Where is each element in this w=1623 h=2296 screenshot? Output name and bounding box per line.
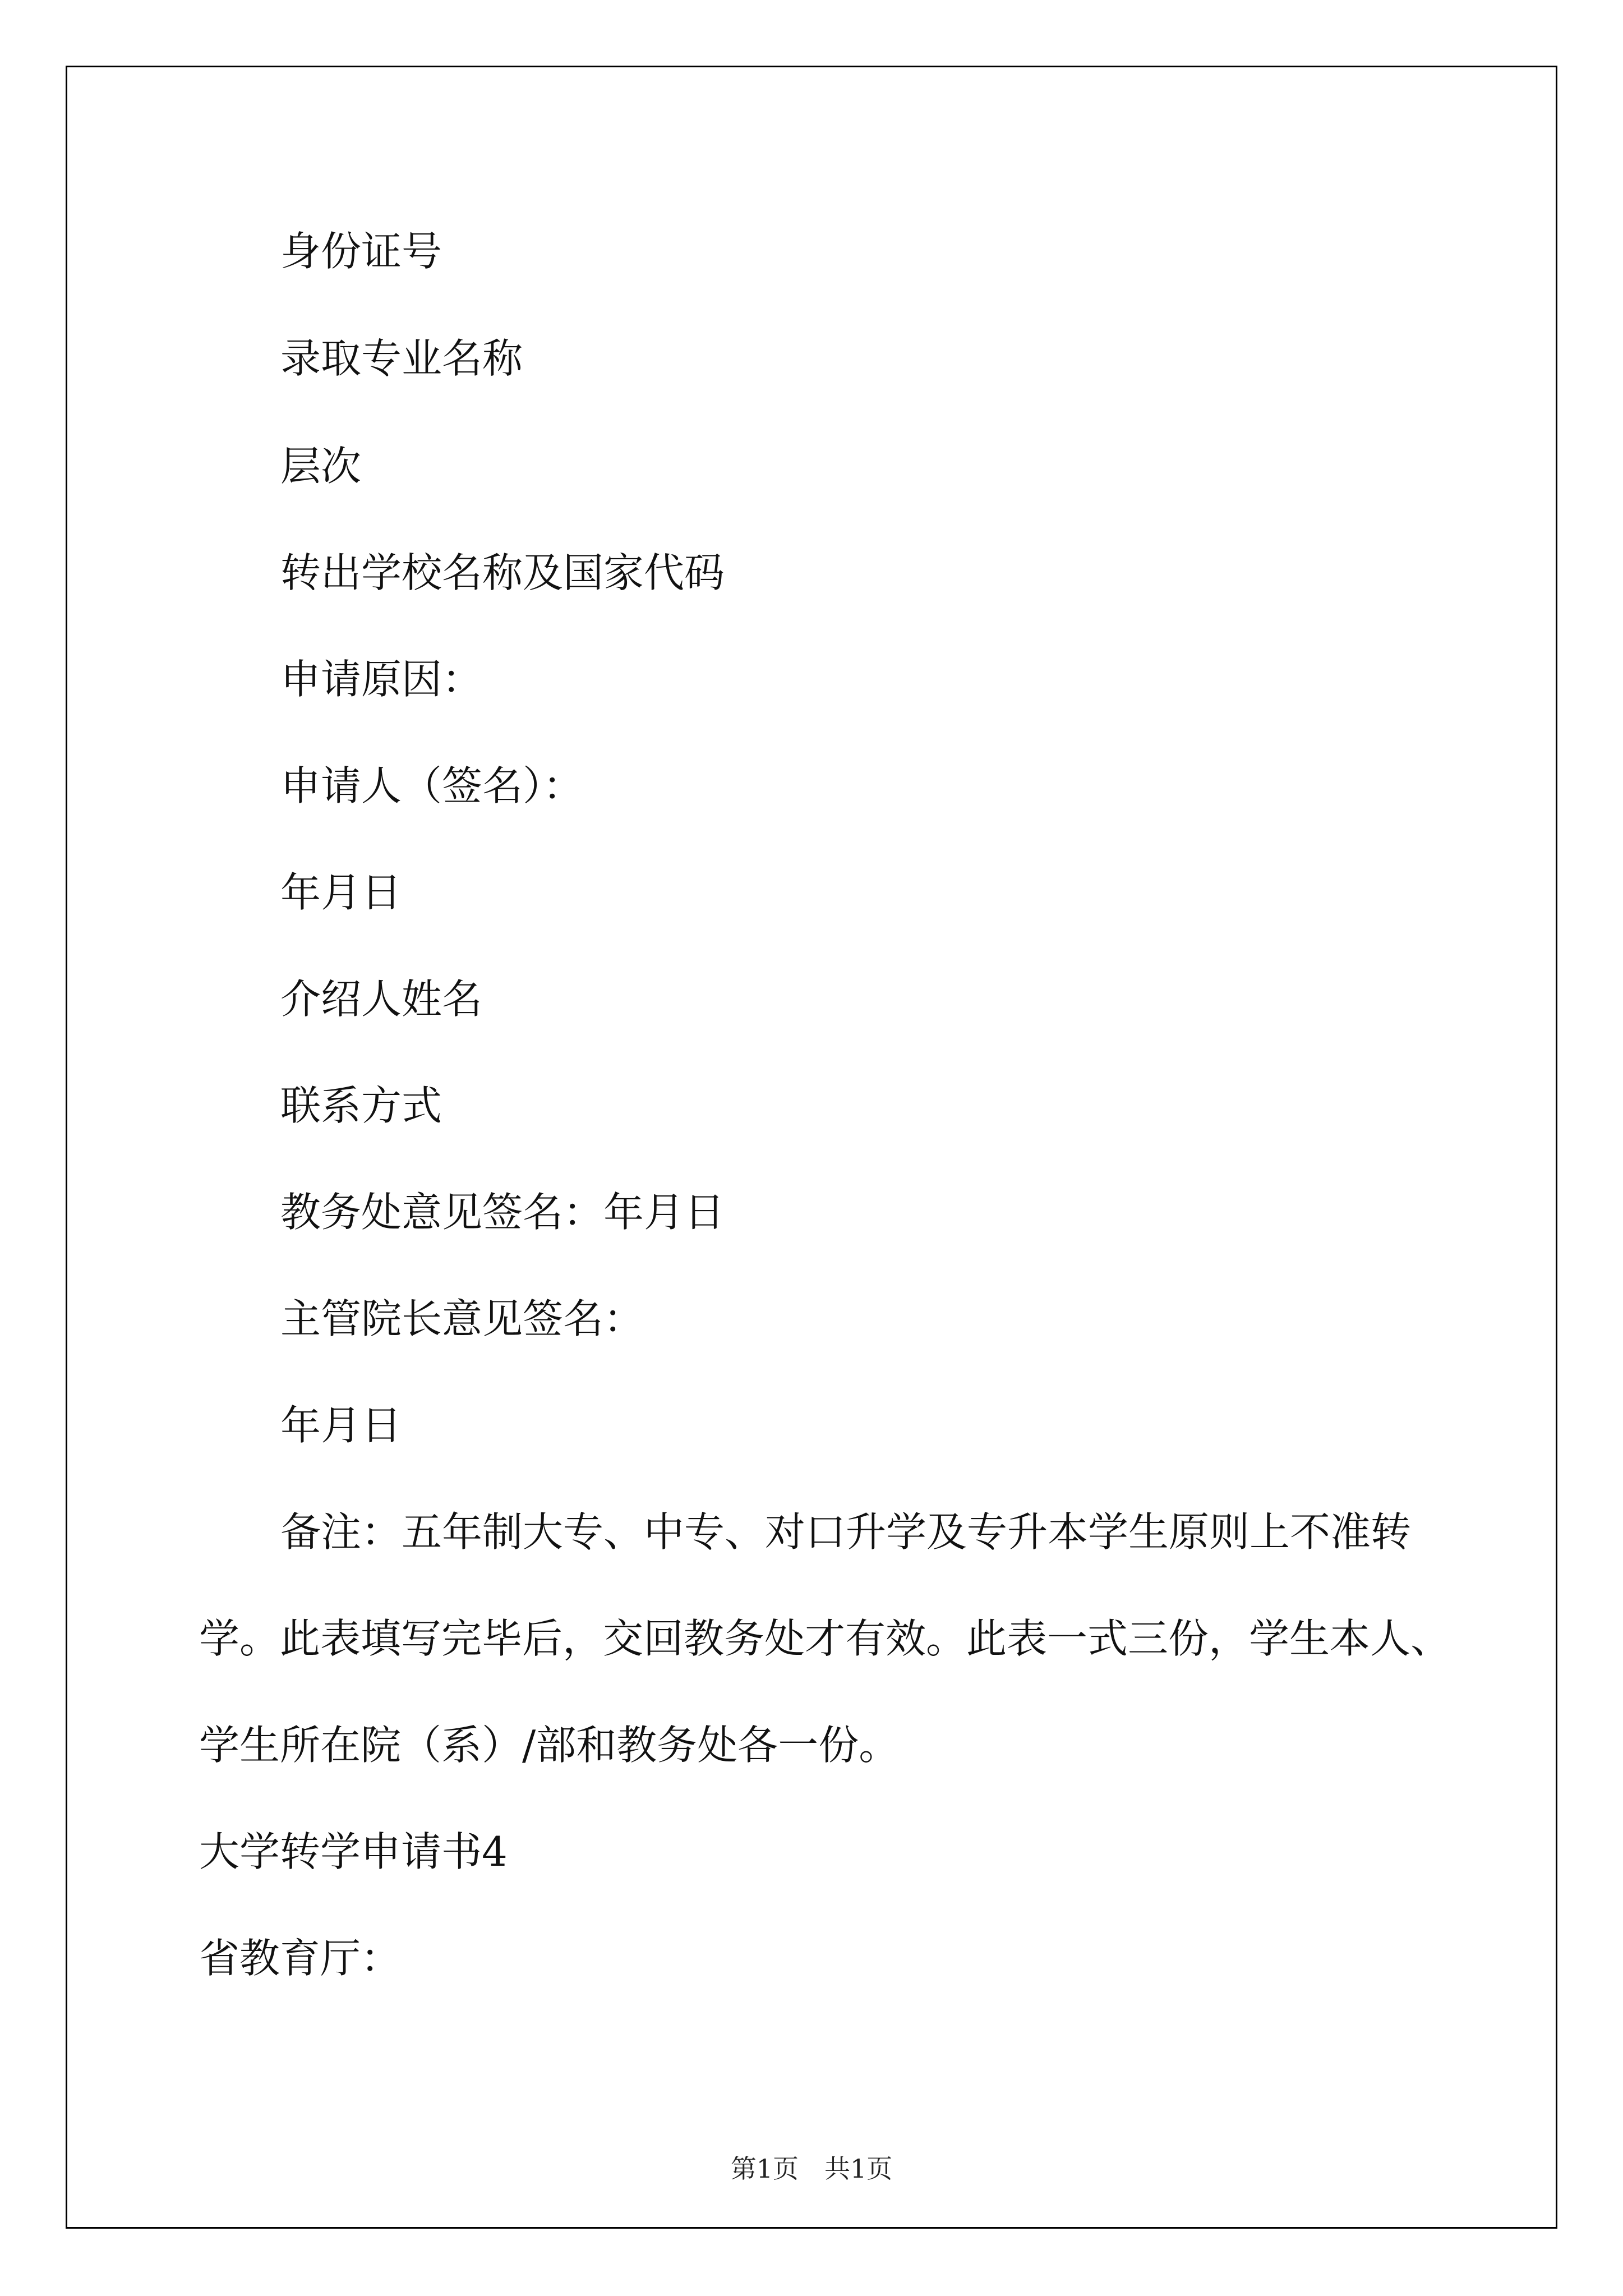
note-line-3: 学生所在院（系）/部和教务处各一份。: [199, 1722, 900, 1769]
recipient: 省教育厅：: [199, 1935, 402, 1982]
field-dean-signature: 主管院长意见签名：: [280, 1295, 644, 1342]
field-academic-office-signature: 教务处意见签名：年月日: [280, 1189, 725, 1236]
field-applicant-signature: 申请人（签名）：: [280, 762, 584, 809]
field-level: 层次: [280, 443, 362, 490]
field-reason: 申请原因：: [280, 656, 483, 703]
field-id-number: 身份证号: [280, 228, 442, 275]
page-footer: 第1页 共1页: [730, 2154, 893, 2184]
field-date-2: 年月日: [280, 1402, 402, 1449]
page-border: [66, 66, 1557, 2229]
field-referrer-name: 介绍人姓名: [280, 976, 483, 1023]
field-date: 年月日: [280, 869, 402, 916]
note-line-2: 学。此表填写完毕后，交回教务处才有效。此表一式三份，学生本人、: [199, 1615, 1451, 1662]
note-line-1: 备注：五年制大专、中专、对口升学及专升本学生原则上不准转: [280, 1508, 1412, 1556]
field-contact: 联系方式: [280, 1082, 442, 1129]
field-transfer-school: 转出学校名称及国家代码: [280, 549, 725, 596]
section-title: 大学转学申请书4: [199, 1828, 508, 1875]
field-major-name: 录取专业名称: [280, 335, 523, 382]
